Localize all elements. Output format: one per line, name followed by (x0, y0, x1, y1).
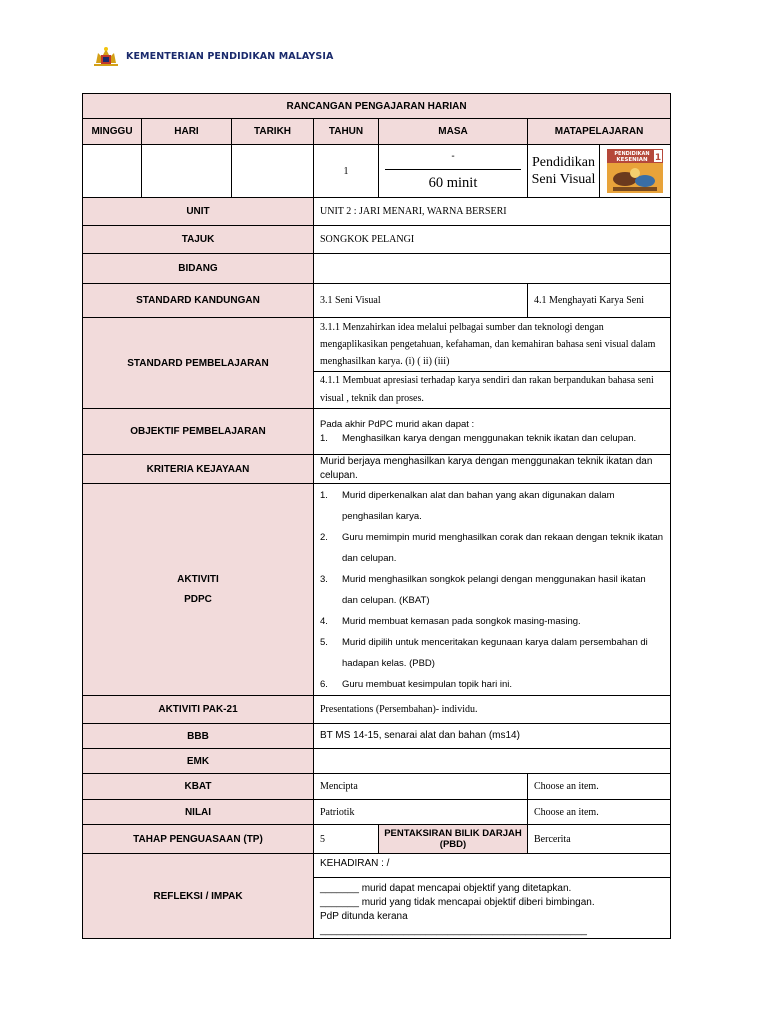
masa-top: - (451, 151, 455, 162)
tp-value: 5 (314, 825, 379, 854)
label-emk: EMK (83, 749, 314, 774)
malaysia-crest-icon (92, 45, 120, 67)
refleksi-line-3: PdP ditunda kerana ________________________________________________ (320, 911, 587, 936)
aktiviti-list (320, 485, 664, 695)
tajuk-value: SONGKOK PELANGI (314, 226, 671, 254)
col-tahun: TAHUN (314, 119, 379, 145)
nilai-choice-dropdown[interactable]: Choose an item. (528, 800, 671, 825)
masa-bottom: 60 minit (428, 175, 478, 191)
book-cover-cell (600, 145, 671, 198)
emk-value (314, 749, 671, 774)
refleksi-line-1: _______ murid dapat mencapai objektif yang ditetapkan. (320, 883, 572, 894)
refleksi-line-2: _______ murid yang tidak mencapai objektif diberi bimbingan. (320, 897, 595, 908)
objektif-intro: Pada akhir PdPC murid akan dapat : (320, 418, 475, 430)
label-pak21: AKTIVITI PAK-21 (83, 696, 314, 724)
bbb-value: BT MS 14-15, senarai alat dan bahan (ms14) (314, 724, 671, 749)
sp-value-1: 3.1.1 Menzahirkan idea melalui pelbagai sumber dan teknologi dengan mengaplikasikan pengetahuan, kefahaman, dan kemahiran bahasa seni visual dalam menghasilkan karya. (i) ( ii) (iii) (314, 318, 671, 372)
sk-value-2: 4.1 Menghayati Karya Seni (528, 284, 671, 318)
aktiviti-cell (314, 484, 671, 696)
subject-name: Pendidikan Seni Visual (528, 145, 600, 198)
label-unit: UNIT (83, 198, 314, 226)
label-aktiviti-2: PDPC (184, 593, 212, 605)
objektif-cell (314, 409, 671, 455)
kbat-choice-dropdown[interactable]: Choose an item. (528, 774, 671, 800)
label-pbd: PENTAKSIRAN BILIK DARJAH (PBD) (379, 825, 528, 854)
kriteria-value: Murid berjaya menghasilkan karya dengan menggunakan teknik ikatan dan celupan. (314, 455, 671, 484)
label-standard-kandungan: STANDARD KANDUNGAN (83, 284, 314, 318)
label-standard-pembelajaran: STANDARD PEMBELAJARAN (83, 318, 314, 409)
book-title-2: KESENIAN (616, 157, 648, 163)
label-tajuk: TAJUK (83, 226, 314, 254)
bidang-value (314, 254, 671, 284)
aktiviti-item: 6. Guru membuat kesimpulan topik hari ini. (320, 679, 513, 690)
label-tp: TAHAP PENGUASAAN (TP) (83, 825, 314, 854)
label-nilai: NILAI (83, 800, 314, 825)
kbat-value: Mencipta (314, 774, 528, 800)
label-aktiviti (83, 484, 314, 696)
label-refleksi: REFLEKSI / IMPAK (83, 854, 314, 939)
kehadiran-value: KEHADIRAN : / (314, 854, 671, 878)
masa-cell (379, 145, 528, 198)
col-minggu: MINGGU (83, 119, 142, 145)
col-masa: MASA (379, 119, 528, 145)
label-objektif: OBJEKTIF PEMBELAJARAN (83, 409, 314, 455)
minggu-value (83, 145, 142, 198)
ministry-header (92, 44, 333, 68)
label-kbat: KBAT (83, 774, 314, 800)
col-matapelajaran: MATAPELAJARAN (528, 119, 671, 145)
table-title: RANCANGAN PENGAJARAN HARIAN (83, 94, 671, 119)
aktiviti-item: 4. Murid membuat kemasan pada songkok masing-masing. (320, 616, 581, 627)
col-tarikh: TARIKH (232, 119, 314, 145)
objektif-item: 1. Menghasilkan karya dengan menggunakan teknik ikatan dan celupan. (320, 432, 637, 444)
label-kriteria: KRITERIA KEJAYAAN (83, 455, 314, 484)
col-hari: HARI (142, 119, 232, 145)
aktiviti-item: 3. Murid menghasilkan songkok pelangi dengan menggunakan hasil ikatan dan celupan. (KBAT) (320, 574, 646, 606)
tahun-value: 1 (314, 145, 379, 198)
ministry-name: KEMENTERIAN PENDIDIKAN MALAYSIA (126, 50, 334, 62)
lesson-plan-table (82, 93, 671, 939)
book-number: 1 (654, 153, 662, 163)
sp-value-2: 4.1.1 Membuat apresiasi terhadap karya sendiri dan rakan berpandukan bahasa seni visual , teknik dan proses. (314, 372, 671, 409)
label-bidang: BIDANG (83, 254, 314, 284)
aktiviti-item: 2. Guru memimpin murid menghasilkan corak dan rekaan dengan teknik ikatan dan celupan. (320, 532, 664, 564)
unit-value: UNIT 2 : JARI MENARI, WARNA BERSERI (314, 198, 671, 226)
textbook-cover-image (607, 149, 663, 193)
objektif-list (320, 432, 664, 446)
book-title-1: PENDIDIKAN (614, 151, 650, 157)
pak21-value: Presentations (Persembahan)- individu. (314, 696, 671, 724)
refleksi-cell (314, 878, 671, 939)
aktiviti-item: 1. Murid diperkenalkan alat dan bahan yang akan digunakan dalam penghasilan karya. (320, 490, 615, 522)
tarikh-value (232, 145, 314, 198)
nilai-value: Patriotik (314, 800, 528, 825)
sk-value-1: 3.1 Seni Visual (314, 284, 528, 318)
pbd-value: Bercerita (528, 825, 671, 854)
aktiviti-item: 5. Murid dipilih untuk menceritakan kegunaan karya dalam persembahan di hadapan kelas. (PBD) (320, 637, 648, 669)
label-bbb: BBB (83, 724, 314, 749)
label-aktiviti-1: AKTIVITI (177, 573, 219, 585)
hari-value (142, 145, 232, 198)
